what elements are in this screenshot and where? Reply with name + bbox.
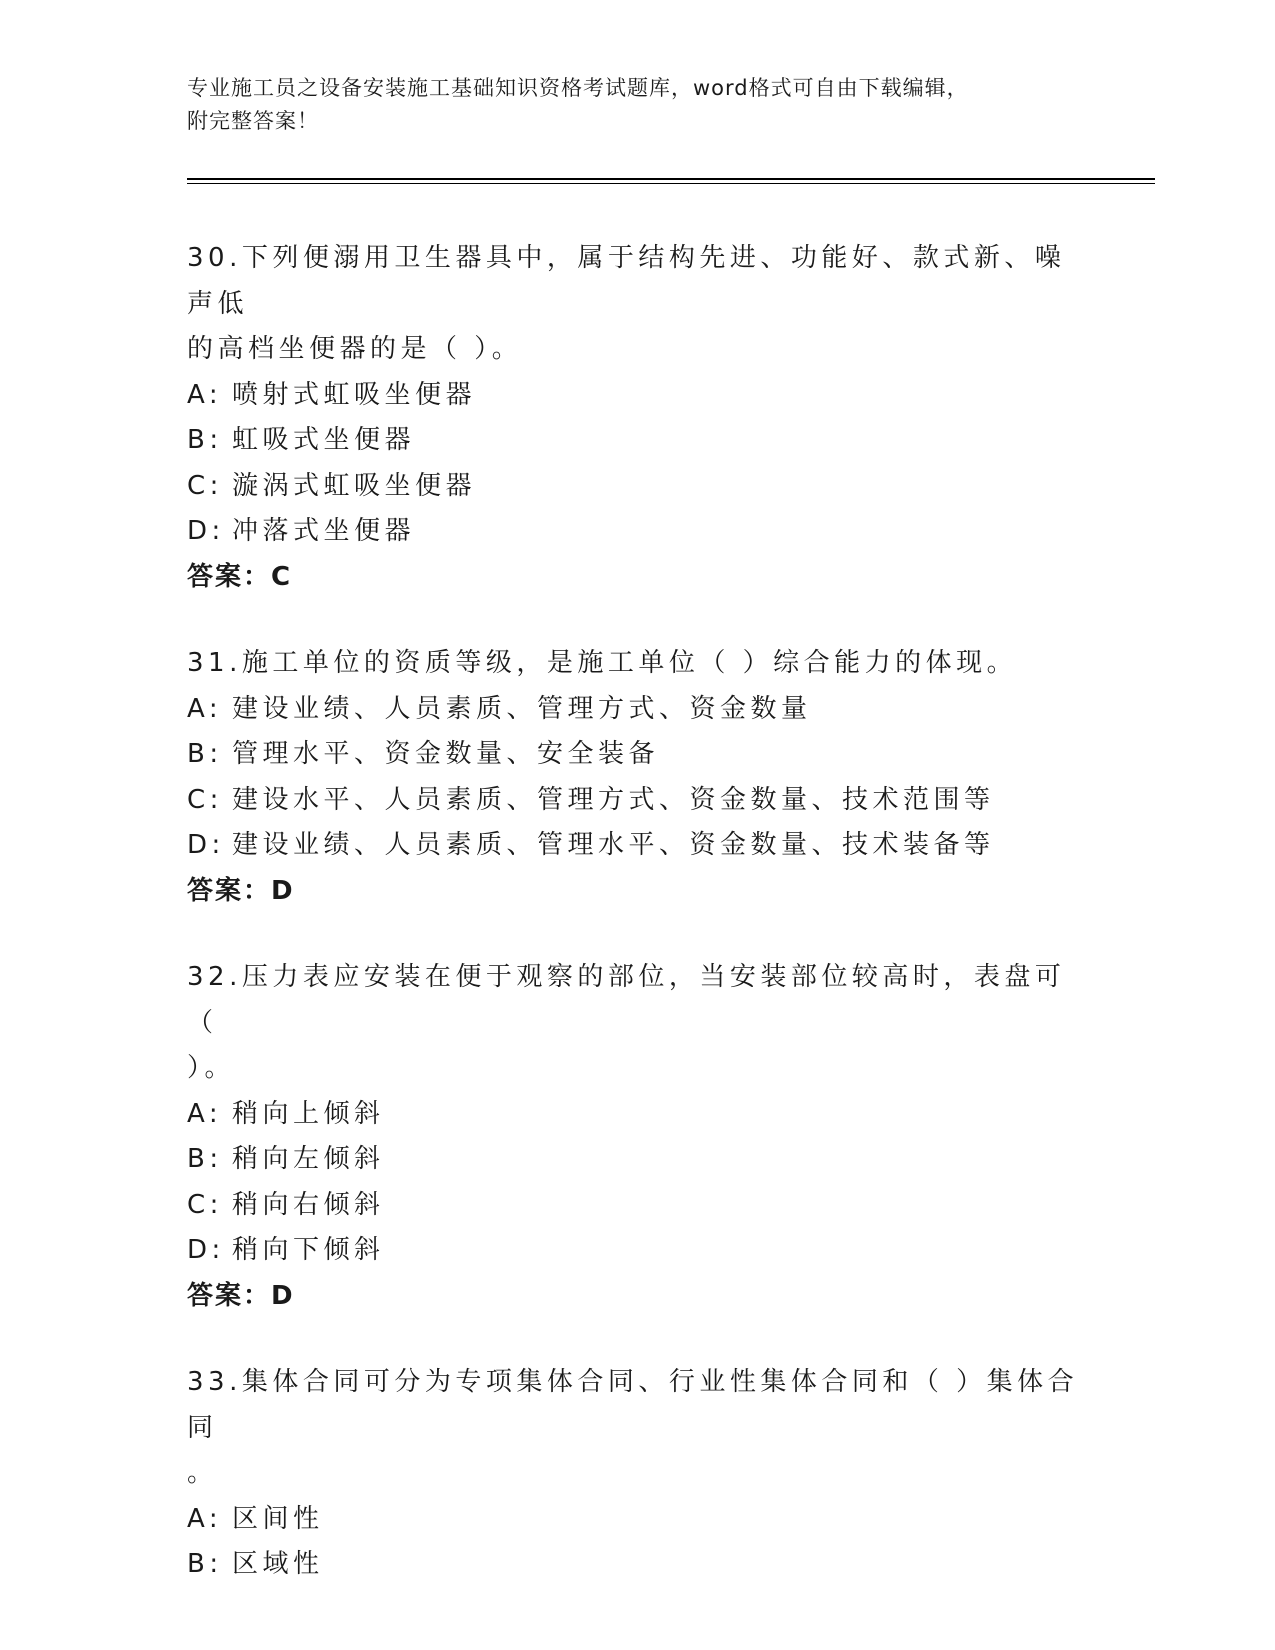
document-header: [187, 72, 1067, 138]
question-30: [187, 236, 1087, 600]
question-stem: 31.施工单位的资质等级，是施工单位（ ）综合能力的体现。: [187, 648, 1018, 678]
question-stem: 32.压力表应安装在便于观察的部位，当安装部位较高时，表盘可（: [187, 962, 1066, 1038]
question-stem-continued: 。: [187, 1458, 218, 1488]
option-b: [187, 1137, 1087, 1183]
header-line-2: 附完整答案！: [187, 109, 319, 133]
answer-label: 答案：D: [187, 1280, 295, 1311]
option-text: 区间性: [232, 1503, 324, 1534]
option-d: [187, 823, 1087, 869]
option-text: 冲落式坐便器: [232, 516, 416, 546]
option-a: [187, 373, 1087, 419]
option-text: 漩涡式虹吸坐便器: [232, 470, 477, 501]
option-a: [187, 1497, 1087, 1543]
option-text: 喷射式虹吸坐便器: [232, 379, 477, 410]
option-text: 稍向右倾斜: [232, 1189, 385, 1220]
question-stem: 33.集体合同可分为专项集体合同、行业性集体合同和（ ）集体合同: [187, 1367, 1079, 1443]
question-31: [187, 641, 1087, 914]
option-text: 管理水平、资金数量、安全装备: [232, 739, 660, 769]
option-letter: A:: [187, 693, 223, 724]
option-d: [187, 509, 1087, 555]
header-divider-thick: [187, 178, 1155, 180]
option-text: 区域性: [232, 1549, 324, 1579]
answer-label: 答案：C: [187, 561, 293, 592]
option-c: [187, 778, 1087, 824]
header-divider-thin: [187, 183, 1155, 184]
option-text: 稍向上倾斜: [232, 1098, 385, 1129]
question-33: [187, 1360, 1087, 1588]
question-stem-continued: 的高档坐便器的是（ ）。: [187, 334, 523, 364]
option-text: 虹吸式坐便器: [232, 425, 416, 455]
option-letter: C:: [187, 470, 223, 501]
option-letter: A:: [187, 1503, 223, 1534]
question-stem: 30.下列便溺用卫生器具中，属于结构先进、功能好、款式新、噪声低: [187, 243, 1066, 319]
option-letter: C:: [187, 1189, 223, 1220]
option-a: [187, 1092, 1087, 1138]
option-letter: D:: [187, 1235, 225, 1265]
option-letter: D:: [187, 516, 225, 546]
option-a: [187, 687, 1087, 733]
option-letter: B:: [187, 1144, 223, 1174]
question-list: [187, 236, 1087, 1629]
question-32: [187, 955, 1087, 1319]
option-letter: B:: [187, 1549, 223, 1579]
answer-label: 答案：D: [187, 875, 295, 906]
header-line-1: 专业施工员之设备安装施工基础知识资格考试题库，word格式可自由下载编辑，: [187, 76, 969, 100]
option-text: 稍向左倾斜: [232, 1144, 385, 1174]
option-b: [187, 418, 1087, 464]
option-letter: B:: [187, 739, 223, 769]
question-stem-continued: ）。: [187, 1053, 236, 1083]
option-text: 稍向下倾斜: [232, 1235, 385, 1265]
option-letter: D:: [187, 830, 225, 860]
option-c: [187, 464, 1087, 510]
option-letter: B:: [187, 425, 223, 455]
option-text: 建设业绩、人员素质、管理方式、资金数量: [232, 693, 812, 724]
option-letter: A:: [187, 1098, 223, 1129]
option-b: [187, 1542, 1087, 1588]
option-letter: C:: [187, 784, 223, 815]
option-d: [187, 1228, 1087, 1274]
option-c: [187, 1183, 1087, 1229]
option-text: 建设业绩、人员素质、管理水平、资金数量、技术装备等: [232, 830, 995, 860]
option-letter: A:: [187, 379, 223, 410]
option-b: [187, 732, 1087, 778]
option-text: 建设水平、人员素质、管理方式、资金数量、技术范围等: [232, 784, 995, 815]
